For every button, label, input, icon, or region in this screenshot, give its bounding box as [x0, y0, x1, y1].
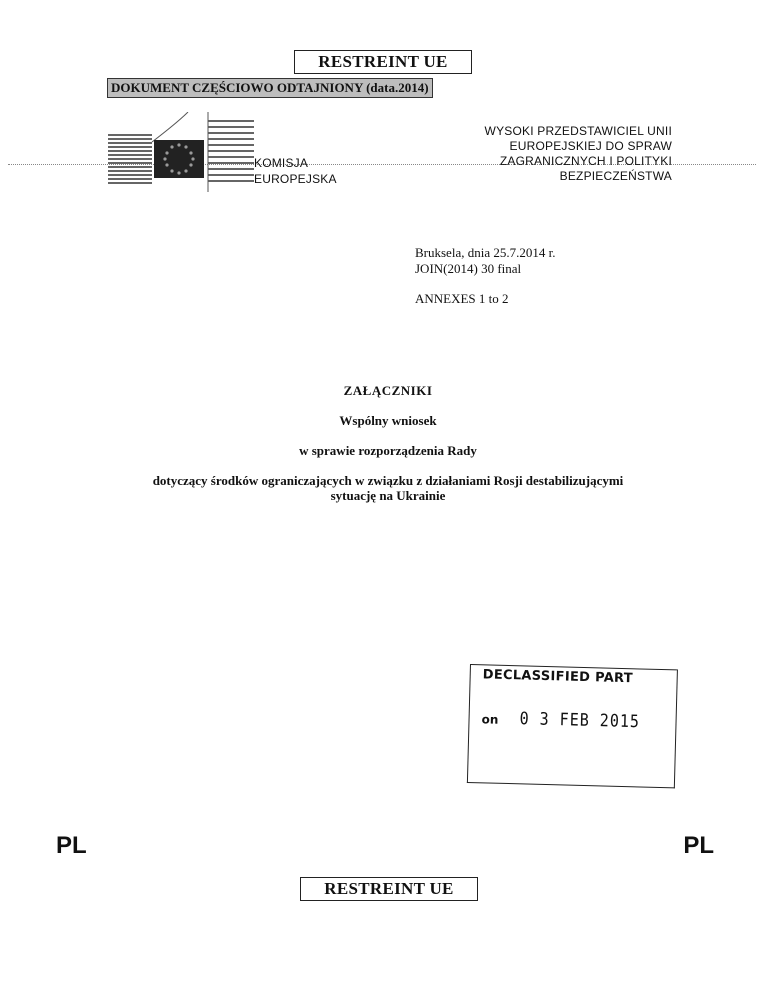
document-reference: JOIN(2014) 30 final	[415, 261, 522, 276]
document-meta	[415, 245, 555, 307]
document-title: ZAŁĄCZNIKI	[343, 383, 433, 398]
subtitle-joint-proposal: Wspólny wniosek	[339, 413, 437, 428]
european-commission-logo	[108, 112, 268, 192]
subject-line-2: sytuację na Ukrainie	[330, 488, 446, 503]
language-code-left: PL	[56, 832, 87, 859]
hr-line-1: WYSOKI PRZEDSTAWICIEL UNII	[484, 124, 672, 138]
high-representative-block	[485, 124, 672, 184]
hr-line-3: ZAGRANICZNYCH I POLITYKI	[499, 154, 672, 168]
subject-line-1: dotyczący środków ograniczających w związku z działaniami Rosji destabilizującymi	[152, 473, 624, 488]
place-date: Bruksela, dnia 25.7.2014 r.	[415, 245, 556, 260]
institution-line-1: KOMISJA	[254, 156, 309, 170]
stamp-on-label: on	[481, 712, 499, 727]
stamp-date: 0 3 FEB 2015	[519, 707, 641, 732]
institution-line-2: EUROPEJSKA	[254, 172, 337, 186]
subtitle-regulation: w sprawie rozporządzenia Rady	[299, 443, 477, 458]
top-classification-box: RESTREINT UE	[294, 50, 472, 74]
stamp-title: DECLASSIFIED PART	[482, 667, 634, 687]
partial-declassification-banner: DOKUMENT CZĘŚCIOWO ODTAJNIONY (data.2014)	[107, 78, 433, 98]
institution-name	[254, 155, 337, 187]
declassified-stamp	[467, 664, 678, 788]
language-code-right: PL	[683, 832, 714, 859]
bottom-classification-box: RESTREINT UE	[300, 877, 478, 901]
hr-line-2: EUROPEJSKIEJ DO SPRAW	[509, 139, 672, 153]
annexes-label: ANNEXES 1 to 2	[415, 291, 509, 306]
subtitle-subject	[100, 473, 676, 503]
hr-line-4: BEZPIECZEŃSTWA	[559, 169, 672, 183]
